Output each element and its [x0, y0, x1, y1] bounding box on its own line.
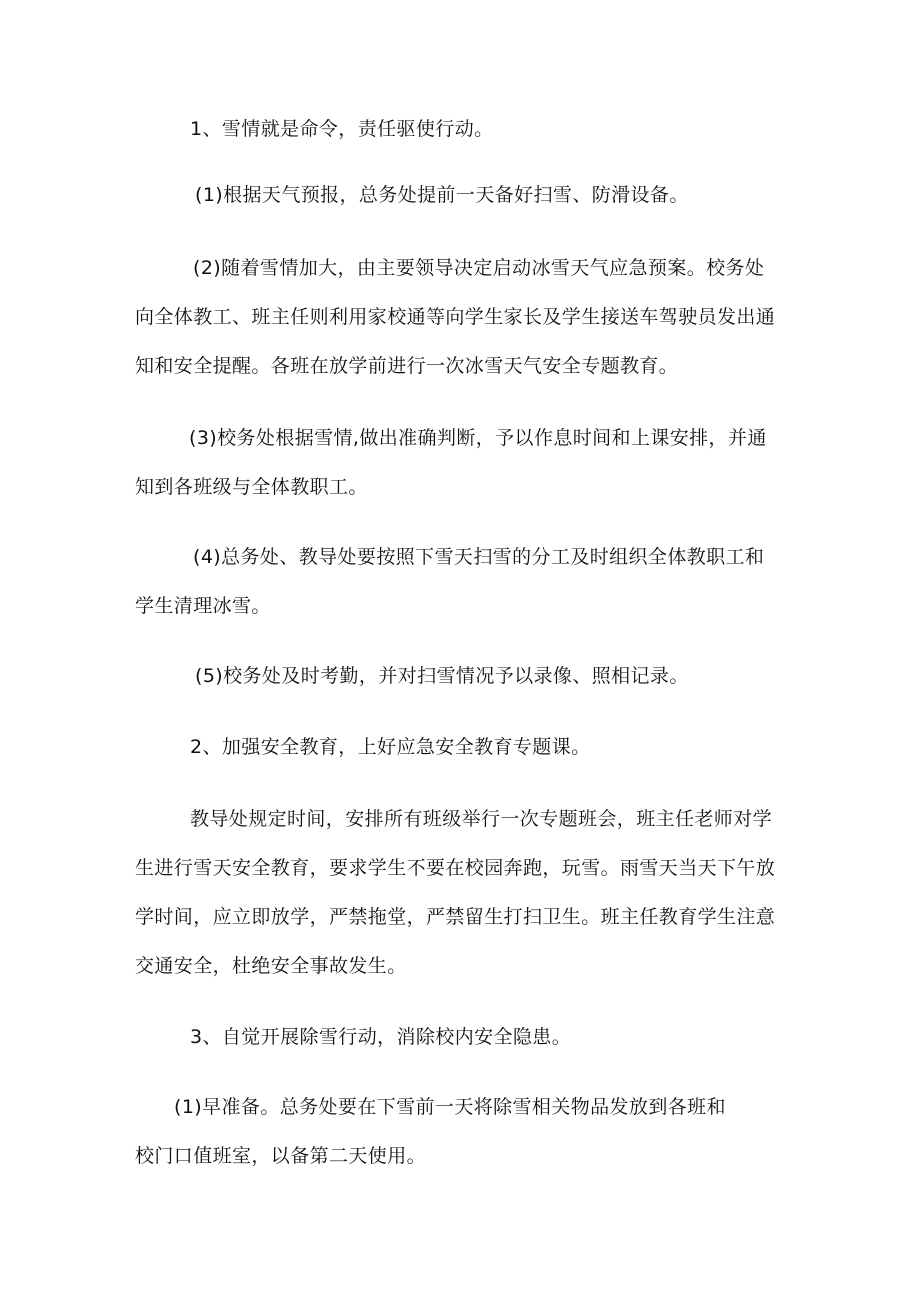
paragraph-1-3-line-1: (3)校务处根据雪情,做出准确判断，予以作息时间和上课安排，并通 [189, 427, 767, 449]
paragraph-2-line-2: 生进行雪天安全教育，要求学生不要在校园奔跑，玩雪。雨雪天当天下午放 [135, 857, 776, 879]
paragraph-2-line-4: 交通安全，杜绝安全事故发生。 [135, 955, 407, 977]
paragraph-1-4-line-2: 学生清理冰雪。 [135, 595, 271, 617]
paragraph-2-line-1: 教导处规定时间，安排所有班级举行一次专题班会，班主任老师对学 [190, 808, 773, 830]
paragraph-1-4-line-1: (4)总务处、教导处要按照下雪天扫雪的分工及时组织全体教职工和 [193, 546, 765, 568]
heading-2: 2、加强安全教育，上好应急安全教育专题课。 [190, 736, 591, 758]
paragraph-1-1: (1)根据天气预报，总务处提前一天备好扫雪、防滑设备。 [195, 184, 689, 206]
paragraph-1-5: (5)校务处及时考勤，并对扫雪情况予以录像、照相记录。 [195, 665, 689, 687]
paragraph-1-2-line-1: (2)随着雪情加大，由主要领导决定启动冰雪天气应急预案。校务处 [193, 257, 765, 279]
paragraph-1-3-line-2: 知到各班级与全体教职工。 [135, 476, 368, 498]
heading-1: 1、雪情就是命令，责任驱使行动。 [190, 118, 494, 140]
paragraph-1-2-line-2: 向全体教工、班主任则利用家校通等向学生家长及学生接送车驾驶员发出通 [135, 306, 776, 328]
paragraph-2-line-3: 学时间，应立即放学，严禁拖堂，严禁留生打扫卫生。班主任教育学生注意 [135, 906, 776, 928]
paragraph-3-1-line-2: 校门口值班室，以备第二天使用。 [135, 1145, 427, 1167]
heading-3: 3、自觉开展除雪行动，消除校内安全隐患。 [190, 1026, 572, 1048]
paragraph-1-2-line-3: 知和安全提醒。各班在放学前进行一次冰雪天气安全专题教育。 [135, 355, 679, 377]
paragraph-3-1-line-1: (1)早准备。总务处要在下雪前一天将除雪相关物品发放到各班和 [174, 1096, 726, 1118]
